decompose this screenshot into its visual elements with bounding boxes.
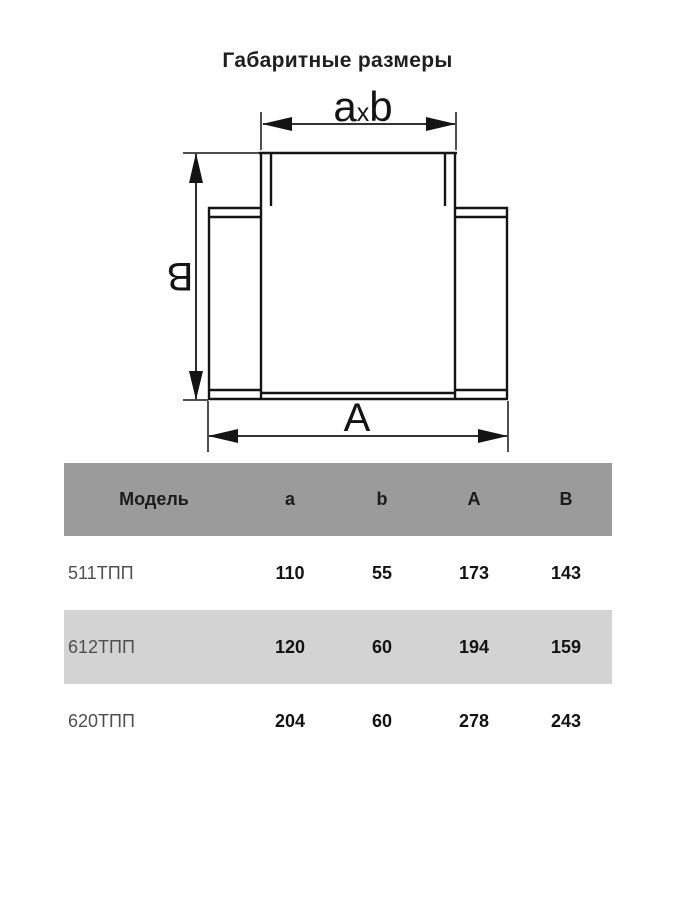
dim-label-axb-b: b [369, 83, 393, 130]
cell-b: 55 [371, 562, 393, 583]
arrow-a-left [208, 429, 238, 443]
cell-a: 110 [275, 562, 305, 583]
cell-B: 143 [550, 562, 582, 583]
table-row [64, 610, 612, 684]
cell-a: 120 [274, 636, 306, 657]
cell-B: 159 [550, 636, 582, 657]
cell-A: 173 [458, 562, 490, 583]
table-row [64, 684, 612, 758]
dim-label-a: A [343, 396, 371, 440]
dim-label-axb [333, 83, 392, 130]
dim-label-axb-x: x [356, 99, 370, 127]
header-B: B [559, 489, 573, 509]
dim-label-axb-a: a [333, 83, 357, 130]
dim-label-b: B [166, 254, 194, 298]
cell-b: 60 [371, 710, 393, 731]
header-A: A [467, 489, 481, 509]
arrow-b-top [189, 153, 203, 183]
header-b: b [376, 489, 388, 509]
table-row [64, 536, 612, 610]
cell-A: 194 [458, 636, 490, 657]
cell-a: 204 [274, 710, 306, 731]
cell-model: 620ТПП [68, 710, 135, 731]
header-a: a [284, 489, 295, 509]
cell-b: 60 [371, 636, 393, 657]
table-header-row [64, 463, 612, 536]
spec-table [64, 463, 612, 758]
cell-model: 511ТПП [68, 562, 134, 583]
tee-fitting-outline [208, 153, 508, 399]
cell-B: 243 [550, 710, 582, 731]
arrow-axb-left [262, 117, 292, 131]
arrow-axb-right [426, 117, 456, 131]
arrow-b-bottom [189, 371, 203, 400]
header-model: Модель [119, 489, 189, 509]
cell-A: 278 [458, 710, 490, 731]
arrow-a-right [478, 429, 508, 443]
page-title: Габаритные размеры [222, 49, 453, 72]
cell-model: 612ТПП [68, 636, 135, 657]
